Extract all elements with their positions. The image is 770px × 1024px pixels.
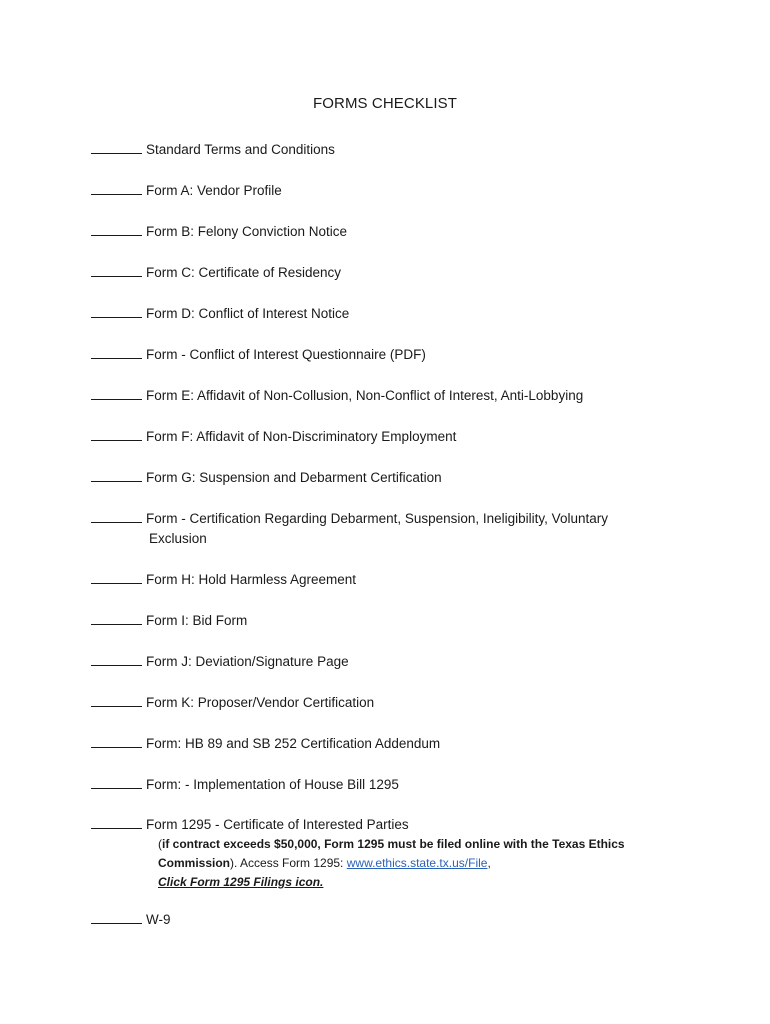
checklist-item	[91, 345, 426, 365]
checklist-item	[91, 263, 341, 283]
checklist-label: Form D: Conflict of Interest Notice	[146, 306, 350, 321]
checklist-blank[interactable]	[91, 263, 142, 277]
checklist-blank[interactable]	[91, 775, 142, 789]
checklist-label-continuation: Exclusion	[149, 531, 207, 546]
checklist-label: Form F: Affidavit of Non-Discriminatory Employment	[146, 429, 457, 444]
checklist-label: Form E: Affidavit of Non-Collusion, Non-Conflict of Interest, Anti-Lobbying	[146, 388, 584, 403]
checklist-blank[interactable]	[91, 468, 142, 482]
checklist-item	[91, 775, 399, 795]
checklist-label: Form: HB 89 and SB 252 Certification Addendum	[146, 736, 441, 751]
checklist-item	[91, 652, 349, 672]
checklist-item	[91, 304, 349, 324]
note-instruction: Click Form 1295 Filings icon.	[158, 875, 324, 889]
checklist-label: Form K: Proposer/Vendor Certification	[146, 695, 375, 710]
checklist-item	[91, 222, 347, 242]
checklist-label: Form I: Bid Form	[146, 613, 248, 628]
form1295-note-line2	[158, 854, 491, 873]
form1295-note-line1	[158, 835, 625, 854]
ethics-link[interactable]: www.ethics.state.tx.us/File	[346, 856, 488, 870]
checklist-label: Form - Conflict of Interest Questionnaire (PDF)	[146, 347, 426, 362]
checklist-blank[interactable]	[91, 304, 142, 318]
checklist-blank[interactable]	[91, 181, 142, 195]
note-bold-text: if contract exceeds $50,000, Form 1295 must be filed online with the Texas Ethics	[162, 837, 625, 851]
checklist-blank[interactable]	[91, 693, 142, 707]
form1295-note-line3	[158, 873, 323, 892]
checklist-blank[interactable]	[91, 222, 142, 236]
checklist-blank[interactable]	[91, 910, 142, 924]
checklist-item	[91, 468, 442, 488]
note-comma: ,	[487, 856, 491, 870]
checklist-item	[91, 815, 409, 835]
checklist-label: Form 1295 - Certificate of Interested Parties	[146, 817, 409, 832]
checklist-item	[91, 140, 335, 160]
checklist-label: Form H: Hold Harmless Agreement	[146, 572, 357, 587]
checklist-item	[91, 509, 608, 529]
checklist-item	[91, 910, 171, 930]
checklist-blank[interactable]	[91, 427, 142, 441]
checklist-blank[interactable]	[91, 734, 142, 748]
note-bold-text-2: Commission	[158, 856, 231, 870]
checklist-label: Form - Certification Regarding Debarment, Suspension, Ineligibility, Voluntary	[146, 511, 608, 526]
checklist-blank[interactable]	[91, 509, 142, 523]
checklist-item	[91, 693, 374, 713]
checklist-blank[interactable]	[91, 652, 142, 666]
checklist-label: Form G: Suspension and Debarment Certification	[146, 470, 442, 485]
checklist-item	[91, 427, 456, 447]
checklist-label: Form A: Vendor Profile	[146, 183, 282, 198]
checklist-label: Form C: Certificate of Residency	[146, 265, 342, 280]
note-access-text: ). Access Form 1295:	[230, 856, 347, 870]
checklist-blank[interactable]	[91, 815, 142, 829]
page-title: FORMS CHECKLIST	[312, 95, 457, 112]
checklist-item	[91, 734, 440, 754]
checklist-item	[91, 181, 282, 201]
checklist-label: Form: - Implementation of House Bill 1295	[146, 777, 399, 792]
checklist-blank[interactable]	[91, 345, 142, 359]
checklist-blank[interactable]	[91, 386, 142, 400]
checklist-label: Standard Terms and Conditions	[146, 142, 335, 157]
checklist-blank[interactable]	[91, 140, 142, 154]
checklist-label: Form B: Felony Conviction Notice	[146, 224, 348, 239]
checklist-item	[91, 386, 583, 406]
checklist-label: Form J: Deviation/Signature Page	[146, 654, 349, 669]
checklist-blank[interactable]	[91, 611, 142, 625]
checklist-item	[91, 570, 356, 590]
checklist-item	[91, 611, 247, 631]
checklist-blank[interactable]	[91, 570, 142, 584]
checklist-label: W-9	[146, 912, 171, 927]
note-open-paren: (	[158, 837, 162, 851]
